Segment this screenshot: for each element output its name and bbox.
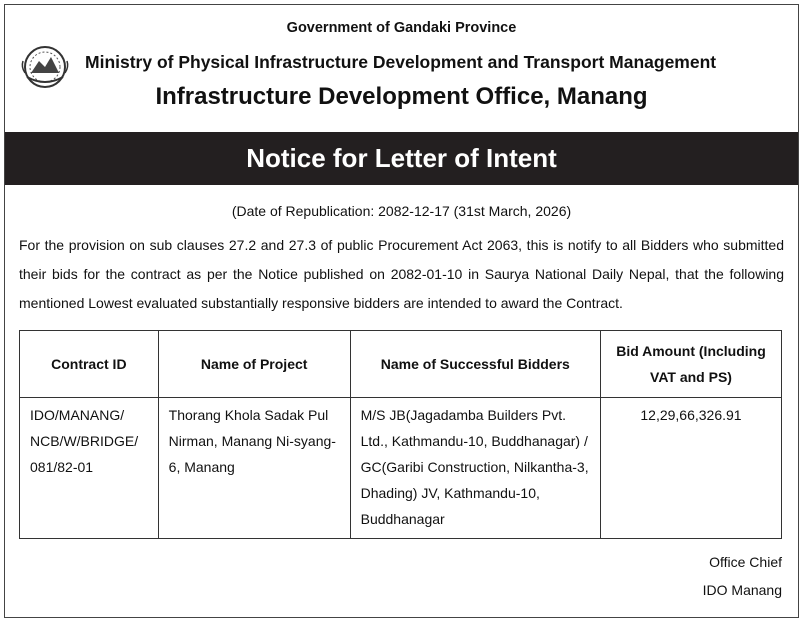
cell-bid-amount: 12,29,66,326.91 bbox=[600, 398, 781, 539]
ministry-name: Ministry of Physical Infrastructure Development and Transport Management bbox=[85, 52, 717, 72]
header-bidders: Name of Successful Bidders bbox=[350, 331, 600, 398]
cell-bidders: M/S JB(Jagadamba Builders Pvt. Ltd., Kathmandu-10, Buddhanagar) / GC(Garibi Construction, Nilkantha-3, Dhading) JV, Kathmandu-10, Buddhanagar bbox=[350, 398, 600, 539]
republication-date: (Date of Republication: 2082-12-17 (31st March, 2026) bbox=[231, 203, 572, 219]
cell-project: Thorang Khola Sadak Pul Nirman, Manang Ni-syang-6, Manang bbox=[158, 398, 350, 539]
table-header-row bbox=[20, 331, 782, 398]
office-name: Infrastructure Development Office, Manang bbox=[155, 83, 648, 110]
notice-document bbox=[4, 4, 799, 618]
letterhead bbox=[5, 5, 798, 131]
cell-contract-id: IDO/MANANG/ NCB/W/BRIDGE/ 081/82-01 bbox=[20, 398, 159, 539]
signatory-title: Office Chief bbox=[709, 554, 782, 570]
notice-body: For the provision on sub clauses 27.2 and 27.3 of public Procurement Act 2063, this is notify to all Bidders who submitted their bids for the contract as per the Notice published on 2082-01-10 in Saurya National Daily Nepal, that the following mentioned Lowest evaluated substantially responsive bidders are intended to award the Contract. bbox=[19, 237, 784, 311]
bidders-table bbox=[19, 330, 782, 539]
header-bid-amount: Bid Amount (Including VAT and PS) bbox=[600, 331, 781, 398]
notice-title: Notice for Letter of Intent bbox=[5, 132, 798, 185]
header-project: Name of Project bbox=[158, 331, 350, 398]
signatory-office: IDO Manang bbox=[702, 582, 782, 598]
government-name: Government of Gandaki Province bbox=[286, 20, 517, 36]
table-row bbox=[20, 398, 782, 539]
header-contract-id: Contract ID bbox=[20, 331, 159, 398]
